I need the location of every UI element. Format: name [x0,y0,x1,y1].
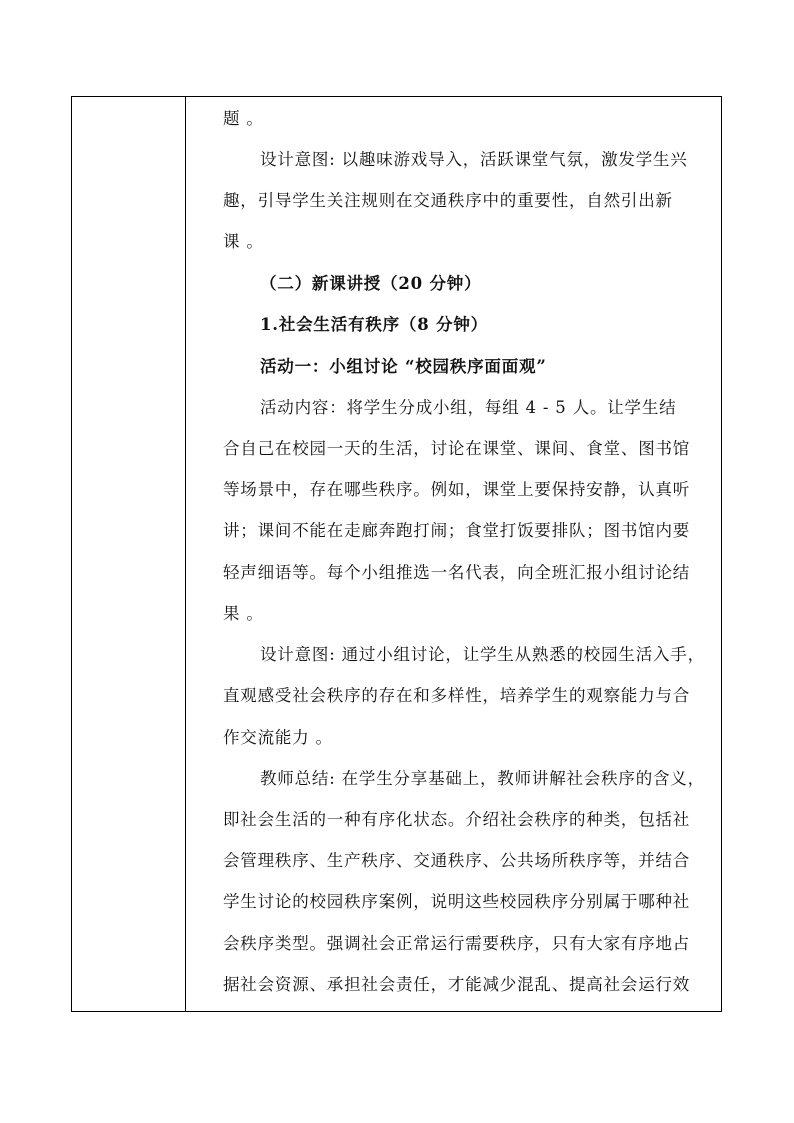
text-line: 学生讨论的校园秩序案例，说明这些校园秩序分别属于哪种社 [223,892,691,911]
text-line: 会秩序类型。强调社会正常运行需要秩序，只有大家有序地占 [223,934,691,953]
lesson-plan-table [71,96,722,1012]
left-label-cell [72,97,185,1011]
text-line: 题 。 [223,109,264,128]
text-line: 课 。 [223,232,264,251]
text-line: 设计意图: 以趣味游戏导入，活跃课堂气氛，激发学生兴 [260,150,688,169]
text-line: 1.社会生活有秩序（8 分钟） [260,315,488,334]
text-line: 即社会生活的一种有序化状态。介绍社会秩序的种类，包括社 [223,810,691,829]
column-divider [185,97,186,1011]
text-line: 果 。 [223,604,264,623]
text-line: 合自己在校园一天的生活，讨论在课堂、课间、食堂、图书馆 [223,439,691,458]
text-line: 活动一：小组讨论 “校园秩序面面观” [260,357,547,376]
text-line: 直观感受社会秩序的存在和多样性，培养学生的观察能力与合 [223,686,691,705]
text-line: 作交流能力 。 [223,728,333,747]
text-line: 等场景中，存在哪些秩序。例如，课堂上要保持安静，认真听 [223,480,691,499]
text-line: 活动内容：将学生分成小组，每组 4 - 5 人。让学生结 [260,398,677,417]
text-line: 会管理秩序、生产秩序、交通秩序、公共场所秩序等，并结合 [223,851,691,870]
text-line: 据社会资源、承担社会责任，才能减少混乱、提高社会运行效 [223,975,691,994]
text-line: 设计意图: 通过小组讨论，让学生从熟悉的校园生活入手， [260,645,705,664]
text-line: 趣，引导学生关注规则在交通秩序中的重要性，自然引出新 [223,191,673,210]
text-line: 讲；课间不能在走廊奔跑打闹；食堂打饭要排队；图书馆内要 [223,521,691,540]
text-line: 轻声细语等。每个小组推选一名代表，向全班汇报小组讨论结 [223,563,691,582]
text-line: （二）新课讲授（20 分钟） [260,274,482,293]
text-line: 教师总结: 在学生分享基础上，教师讲解社会秩序的含义， [260,769,705,788]
